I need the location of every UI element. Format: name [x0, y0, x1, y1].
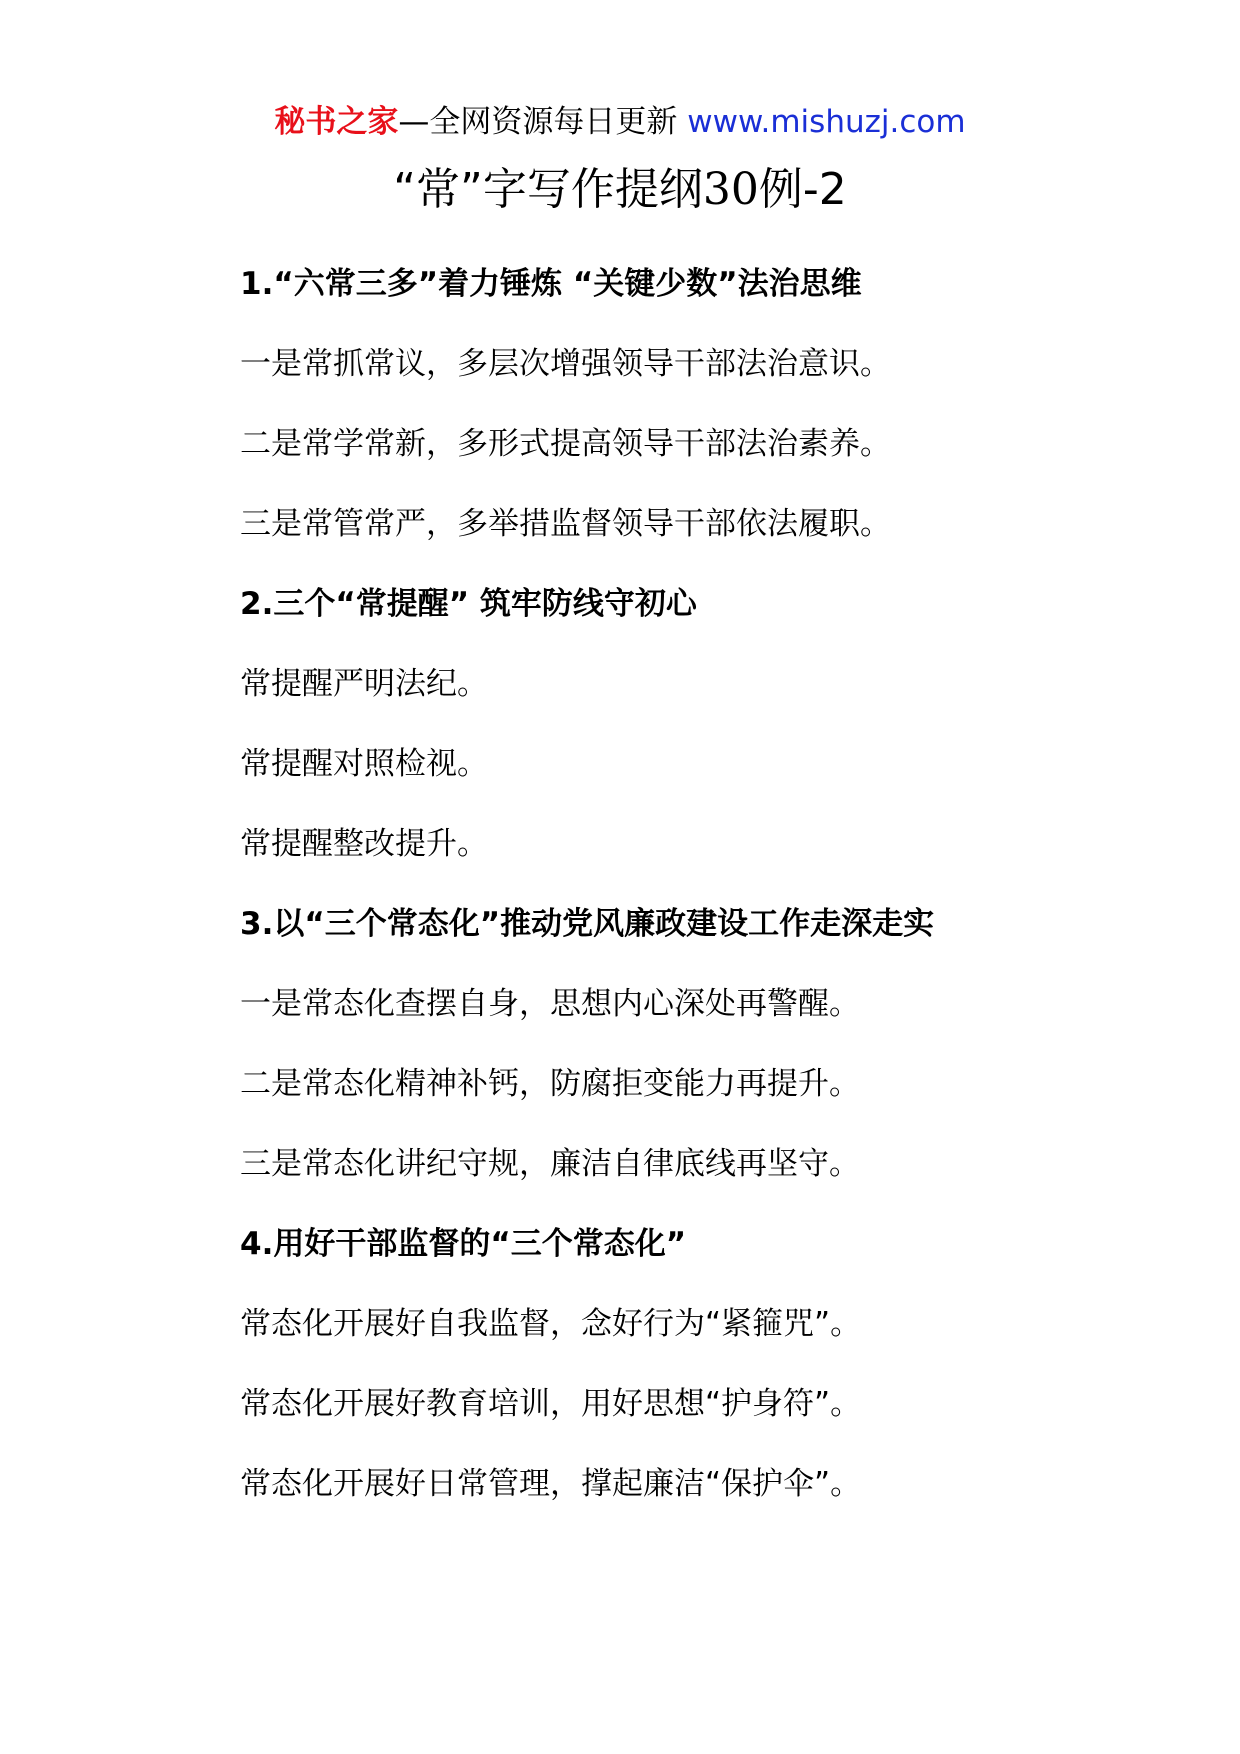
brand-name: 秘书之家: [274, 104, 399, 140]
site-banner: [0, 100, 1240, 144]
section-heading: 1.“六常三多”着力锤炼 “关键少数”法治思维: [240, 266, 862, 302]
document-body: [240, 262, 1040, 1542]
section-item: 常态化开展好教育培训，用好思想“护身符”。: [240, 1386, 862, 1422]
section-item: 常提醒整改提升。: [240, 826, 488, 862]
section-item: 常态化开展好自我监督，念好行为“紧箍咒”。: [240, 1306, 862, 1342]
section-item: 常提醒严明法纪。: [240, 666, 488, 702]
title-number: 30: [702, 164, 759, 215]
section-heading: 2.三个“常提醒” 筑牢防线守初心: [240, 586, 697, 622]
section-item: 二是常学常新，多形式提高领导干部法治素养。: [240, 426, 891, 462]
section-item: 三是常管常严，多举措监督领导干部依法履职。: [240, 506, 891, 542]
section-heading: 4.用好干部监督的“三个常态化”: [240, 1226, 687, 1262]
section-item: 一是常抓常议，多层次增强领导干部法治意识。: [240, 346, 891, 382]
section-item: 二是常态化精神补钙，防腐拒变能力再提升。: [240, 1066, 860, 1102]
section-item: 三是常态化讲纪守规，廉洁自律底线再坚守。: [240, 1146, 860, 1182]
section-item: 常提醒对照检视。: [240, 746, 488, 782]
banner-tagline: —全网资源每日更新: [398, 104, 688, 140]
title-text: “常”字写作提纲: [393, 164, 703, 215]
title-suffix: 例-2: [758, 164, 847, 215]
website-link[interactable]: www.mishuzj.com: [687, 104, 966, 140]
section-item: 常态化开展好日常管理，撑起廉洁“保护伞”。: [240, 1466, 862, 1502]
document-title: [0, 160, 1240, 220]
section-item: 一是常态化查摆自身，思想内心深处再警醒。: [240, 986, 860, 1022]
section-heading: 3.以“三个常态化”推动党风廉政建设工作走深走实: [240, 906, 935, 942]
